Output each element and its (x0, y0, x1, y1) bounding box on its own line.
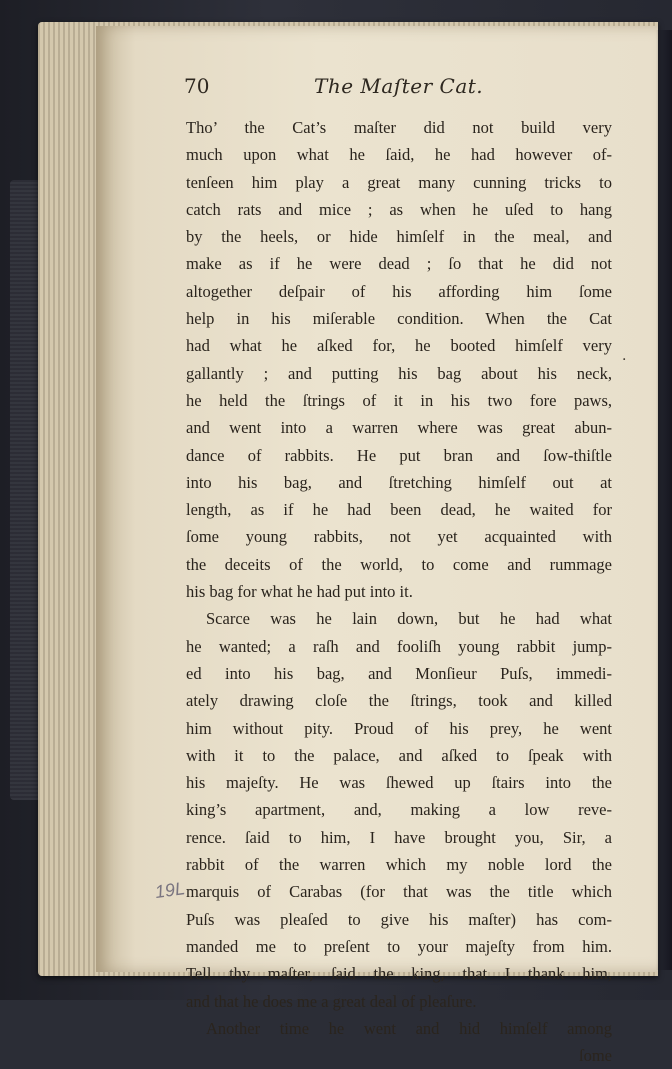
page-number: 70 (184, 74, 210, 98)
text-line: make as if he were dead ; ſo that he did not (186, 254, 612, 274)
text-line: Puſs was pleaſed to give his maſter) has com- (186, 909, 612, 929)
text-line: altogether deſpair of his affording him ſome (186, 281, 612, 301)
text-line: catch rats and mice ; as when he uſed to hang (186, 199, 612, 219)
pencil-marginalia: 19L (153, 878, 187, 903)
page-shadow (656, 30, 672, 970)
text-line: and that he does me a great deal of pleaſure. (186, 991, 477, 1011)
text-line: he wanted; a raſh and fooliſh young rabbit jump- (186, 636, 612, 656)
text-line: king’s apartment, and, making a low reve- (186, 800, 612, 820)
text-line: by the heels, or hide himſelf in the meal, and (186, 227, 612, 247)
text-line: ed into his bag, and Monſieur Puſs, immedi- (186, 663, 612, 683)
text-line: help in his miſerable condition. When the Cat (186, 309, 612, 329)
text-line: rabbit of the warren which my noble lord the (186, 855, 612, 875)
text-line: dance of rabbits. He put bran and ſow-thiſtle (186, 445, 612, 465)
text-line: marquis of Carabas (for that was the title which (186, 882, 612, 902)
text-line: and went into a warren where was great abun- (186, 418, 612, 438)
text-line: into his bag, and ſtretching himſelf out at (186, 472, 612, 492)
text-line: tenſeen him play a great many cunning tricks to (186, 172, 612, 192)
text-line: Scarce was he lain down, but he had what (206, 609, 612, 629)
text-line: him without pity. Proud of his prey, he went (186, 718, 612, 738)
text-line: he held the ſtrings of it in his two fore paws, (186, 390, 612, 410)
text-line: his bag for what he had put into it. (186, 582, 413, 602)
text-line: Tell thy maſter, ſaid the king, that I thank him, (186, 964, 612, 984)
text-line: ſome young rabbits, not yet acquainted with (186, 527, 612, 547)
text-line: Tho’ the Cat’s maſter did not build very (186, 118, 612, 137)
text-line: had what he aſked for, he booted himſelf very (186, 336, 612, 356)
margin-mark: · (622, 352, 627, 368)
text-line: with it to the palace, and aſked to ſpeak with (186, 745, 612, 765)
text-line: the deceits of the world, to come and rummage (186, 554, 612, 574)
text-line: his majeſty. He was ſhewed up ſtairs into the (186, 773, 612, 793)
text-line: gallantly ; and putting his bag about his neck, (186, 363, 612, 383)
running-head (184, 74, 614, 104)
catchword: ſome (579, 1046, 612, 1066)
text-line: manded me to preſent to your majeſty from him. (186, 936, 612, 956)
body-text (186, 114, 612, 1069)
text-line: length, as if he had been dead, he waited for (186, 500, 612, 520)
running-title: The Maſter Cat. (314, 74, 484, 98)
text-line: ately drawing cloſe the ſtrings, took and killed (186, 691, 612, 711)
text-line: Another time he went and hid himſelf among (206, 1018, 612, 1038)
text-line: much upon what he ſaid, he had however of- (186, 145, 612, 165)
text-line: rence. ſaid to him, I have brought you, Sir, a (186, 827, 612, 847)
